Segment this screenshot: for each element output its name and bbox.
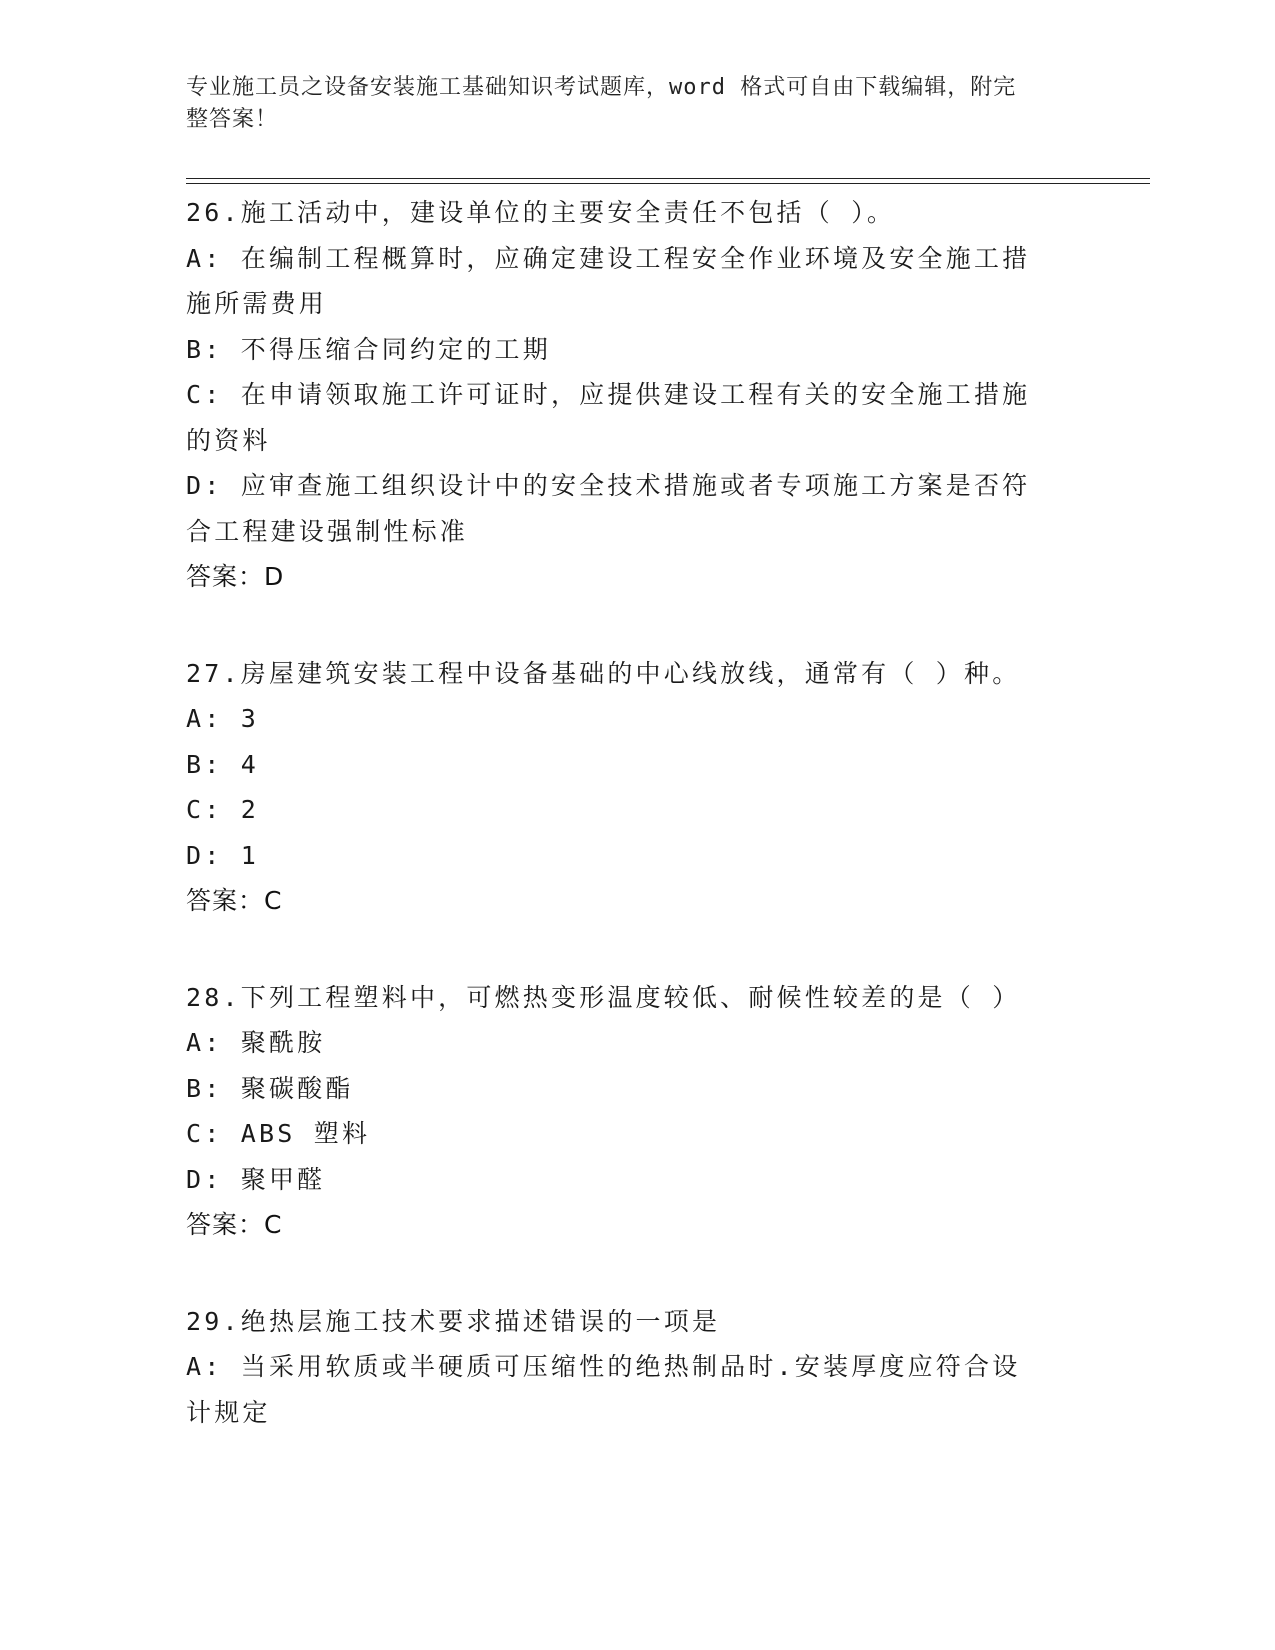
header-line-2: 整答案！ bbox=[186, 107, 279, 132]
document-header bbox=[186, 72, 1066, 136]
question-stem: 29.绝热层施工技术要求描述错误的一项是 bbox=[186, 1306, 721, 1336]
answer-label: 答案：C bbox=[186, 1210, 283, 1239]
question-28 bbox=[186, 975, 1086, 1248]
option-a: A: 3 bbox=[186, 704, 260, 733]
question-26 bbox=[186, 190, 1086, 600]
option-c: C: 2 bbox=[186, 795, 260, 824]
option-d: D: 1 bbox=[186, 840, 260, 870]
question-list bbox=[186, 190, 1086, 1486]
option-a: A: 当采用软质或半硬质可压缩性的绝热制品时.安装厚度应符合设计规定 bbox=[186, 1352, 1021, 1427]
question-29 bbox=[186, 1299, 1086, 1436]
question-stem: 27.房屋建筑安装工程中设备基础的中心线放线，通常有（ ）种。 bbox=[186, 658, 1021, 688]
option-a: A: 在编制工程概算时，应确定建设工程安全作业环境及安全施工措施所需费用 bbox=[186, 243, 1031, 318]
answer-label: 答案：D bbox=[186, 562, 285, 591]
option-c: C: 在申请领取施工许可证时，应提供建设工程有关的安全施工措施的资料 bbox=[186, 380, 1031, 455]
question-stem: 28.下列工程塑料中，可燃热变形温度较低、耐候性较差的是（ ） bbox=[186, 982, 1021, 1012]
option-b: B: 聚碳酸酯 bbox=[186, 1073, 354, 1103]
header-divider-top bbox=[186, 178, 1150, 179]
option-d: D: 聚甲醛 bbox=[186, 1164, 326, 1194]
option-b: B: 不得压缩合同约定的工期 bbox=[186, 334, 551, 364]
option-c: C: ABS 塑料 bbox=[186, 1119, 371, 1148]
header-line-1: 专业施工员之设备安装施工基础知识考试题库，word 格式可自由下载编辑，附完 bbox=[186, 75, 1017, 100]
option-b: B: 4 bbox=[186, 749, 260, 779]
option-d: D: 应审查施工组织设计中的安全技术措施或者专项施工方案是否符合工程建设强制性标准 bbox=[186, 471, 1031, 546]
question-stem: 26.施工活动中，建设单位的主要安全责任不包括（ ）。 bbox=[186, 198, 896, 227]
option-a: A: 聚酰胺 bbox=[186, 1028, 326, 1057]
answer-label: 答案：C bbox=[186, 886, 283, 915]
question-27 bbox=[186, 651, 1086, 924]
header-divider-bottom bbox=[186, 183, 1150, 184]
